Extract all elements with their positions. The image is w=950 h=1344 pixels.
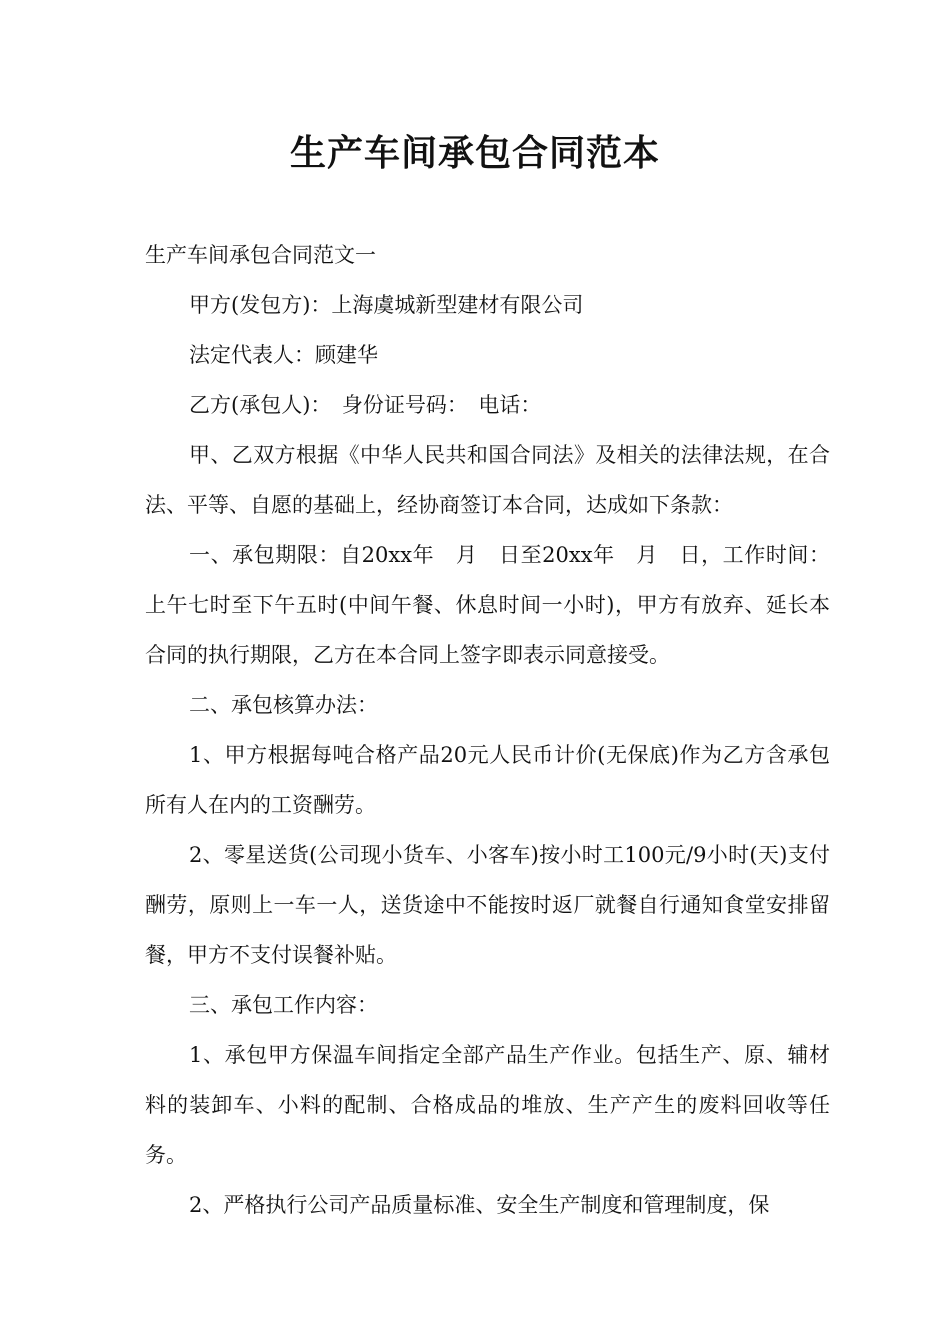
paragraph-accounting-heading: 二、承包核算办法：: [189, 693, 378, 717]
paragraph-preamble: 甲、乙双方根据《中华人民共和国合同法》及相关的法律法规，在合法、平等、自愿的基础上，经协商签订本合同，达成如下条款：: [145, 443, 830, 517]
paragraph-accounting-item-2: 2、零星送货(公司现小货车、小客车)按小时工100元/9小时(天)支付酬劳，原则上一车一人，送货途中不能按时返厂就餐自行通知食堂安排留餐，甲方不支付误餐补贴。: [145, 843, 830, 967]
paragraph-work-content-heading: 三、承包工作内容：: [189, 993, 378, 1017]
document-body: [145, 230, 830, 1230]
paragraph-section-heading: 生产车间承包合同范文一: [145, 243, 376, 267]
paragraph-party-a: 甲方(发包方)：上海虞城新型建材有限公司: [189, 293, 584, 317]
paragraph-work-content-item-1: 1、承包甲方保温车间指定全部产品生产作业。包括生产、原、辅材料的装卸车、小料的配制、合格成品的堆放、生产产生的废料回收等任务。: [145, 1043, 830, 1167]
paragraph-term: 一、承包期限：自20xx年 月 日至20xx年 月 日，工作时间：上午七时至下午五时(中间午餐、休息时间一小时)，甲方有放弃、延长本合同的执行期限，乙方在本合同上签字即表示同意接受。: [145, 543, 830, 667]
paragraph-accounting-item-1: 1、甲方根据每吨合格产品20元人民币计价(无保底)作为乙方含承包所有人在内的工资酬劳。: [145, 743, 830, 817]
paragraph-work-content-item-2: 2、严格执行公司产品质量标准、安全生产制度和管理制度，保: [189, 1193, 770, 1217]
paragraph-party-b: 乙方(承包人)： 身份证号码： 电话：: [189, 393, 542, 417]
paragraph-legal-representative: 法定代表人：顾建华: [189, 343, 378, 367]
document-title: 生产车间承包合同范本: [289, 132, 660, 174]
